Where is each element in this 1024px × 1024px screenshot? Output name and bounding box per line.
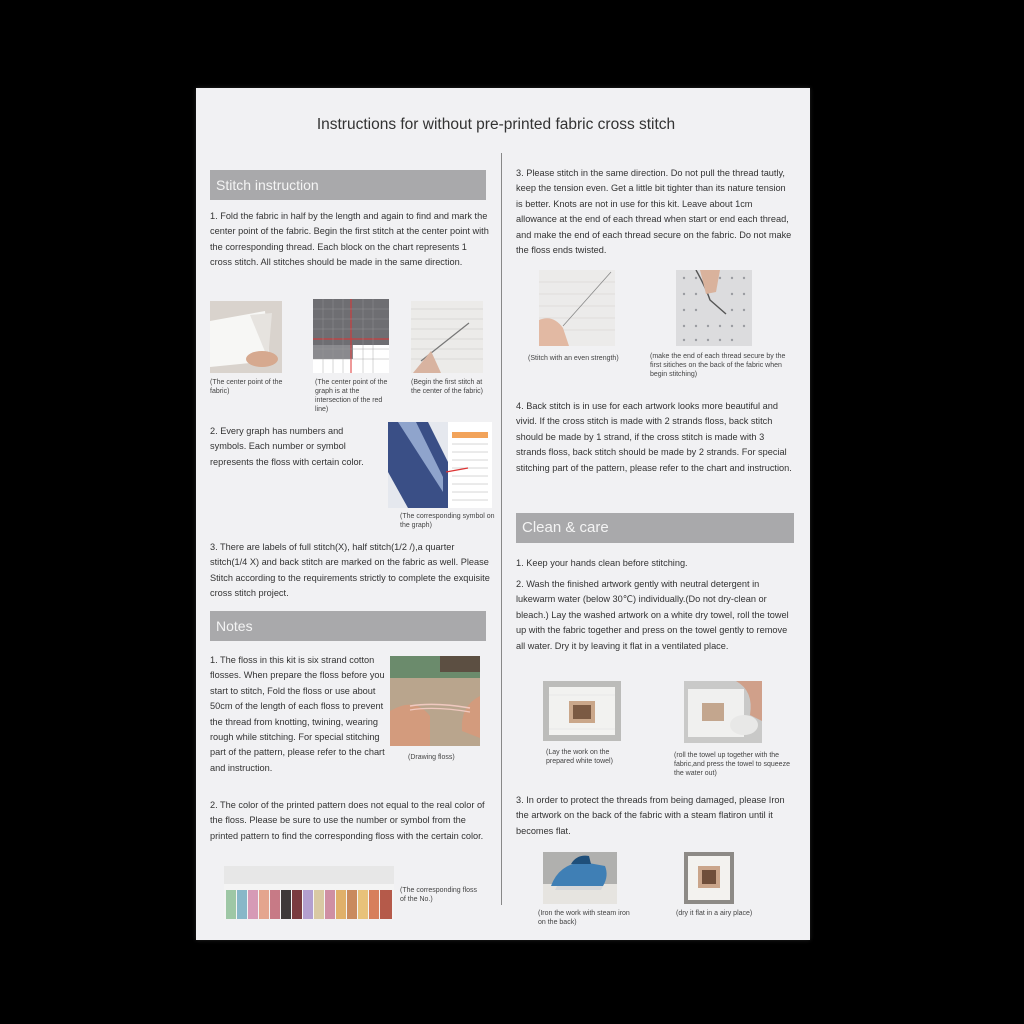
first-stitch-photo [411,301,483,373]
column-divider [501,153,502,905]
clean-paragraph-1: 1. Keep your hands clean before stitching. [516,558,688,568]
stitch-paragraph-3: 3. There are labels of full stitch(X), half stitch(1/2 /),a quarter stitch(1/4 X) and back stitch are marked on the fabric as well. Please Stitch according to the requirements strictly to complete the exquisite cross stitch project. [210,542,490,599]
caption-floss-number: (The corresponding floss of the No.) [400,887,478,903]
caption-dry-flat: (dry it flat in a airy place) [676,910,753,917]
caption-lay-work: (Lay the work on the prepared white towel) [546,749,613,765]
roll-towel-photo [684,681,762,743]
caption-thread-secure: (make the end of each thread secure by the first sitiches on the back of the fabric when begin stitching) [650,353,786,378]
caption-drawing-floss: (Drawing floss) [408,754,455,761]
caption-center-point-graph: (The center point of the graph is at the intersection of the red line) [315,379,388,413]
even-strength-photo [539,270,615,346]
stitch-paragraph-1: 1. Fold the fabric in half by the length and again to find and mark the center point of the fabric. Begin the first stitch at the center point with the corresponding thread. Each block on the chart represents 1 cross stitch. All stitches should be made in the same direction. [210,211,489,268]
clean-paragraph-2: 2. Wash the finished artwork gently with neutral detergent in lukewarm water (below 30℃) individually.(Do not dry-clean or bleach.) Lay the washed artwork on a white dry towel, roll the towel up with the fabric together and press on the towel gently to remove all water. Dry it by leaving it flat in a ventilated place. [516,579,789,651]
notes-paragraph-1: 1. The floss in this kit is six strand cotton flosses. When prepare the floss before you start to stitch, Fold the floss or use about 50cm of the length of each floss to prevent the thread from knotting, twining, wearing rough while stitching. For special stitching part of the pattern, please refer to the chart and instruction. [210,655,385,773]
notes-heading: Notes [210,611,486,641]
caption-steam-iron: (Iron the work with steam iron on the back) [538,910,630,926]
stitch-paragraph-2: 2. Every graph has numbers and symbols. Each number or symbol represents the floss with certain color. [210,426,364,467]
dry-flat-photo [684,852,734,904]
instruction-sheet [196,88,810,940]
floss-colors-photo [224,866,394,919]
fold-fabric-photo [210,301,282,373]
clean-paragraph-3: 3. In order to protect the threads from being damaged, please Iron the artwork on the back of the fabric with a steam flatiron until it becomes flat. [516,795,785,836]
drawing-floss-photo [390,656,480,746]
stitch-instruction-heading: Stitch instruction [210,170,486,200]
right-paragraph-3: 3. Please stitch in the same direction. Do not pull the thread tautly, keep the tension even. Get a little bit tighter than its nature tension is better. Knots are not in use for this kit. Leave about 1cm allowance at the end of each thread when start or end each thread, and make the end of each thread secure on the fabric. Do not make the floss ends twisted. [516,168,792,256]
page-title: Instructions for without pre-printed fabric cross stitch [316,116,676,133]
thread-secure-photo [676,270,752,346]
lay-work-photo [543,681,621,741]
notes-paragraph-2: 2. The color of the printed pattern does not equal to the real color of the floss. Please be sure to use the number or symbol from the printed pattern to find the corresponding floss with the certain color. [210,800,485,841]
clean-care-heading: Clean & care [516,513,794,543]
right-paragraph-4: 4. Back stitch is in use for each artwork looks more beautiful and vivid. If the cross stitch is made with 2 strands floss, back stitch should be made by 1 strand, if the cross stitch is made with 3 strands floss, back stitch should be made by 2 strands. For special stitching part of the pattern, please refer to the chart and instruction. [516,401,792,473]
caption-first-stitch: (Begin the first stitch at the center of the fabric) [411,379,483,395]
symbol-chart-photo [388,422,492,508]
pattern-grid-photo [313,299,389,373]
steam-iron-photo [543,852,617,904]
caption-center-point-fabric: (The center point of the fabric) [210,379,283,395]
caption-roll-towel: (roll the towel up together with the fabric,and press the towel to squeeze the water out) [674,752,790,777]
caption-symbol-graph: (The corresponding symbol on the graph) [400,513,495,529]
caption-even-strength: (Stitch with an even strength) [528,355,619,362]
